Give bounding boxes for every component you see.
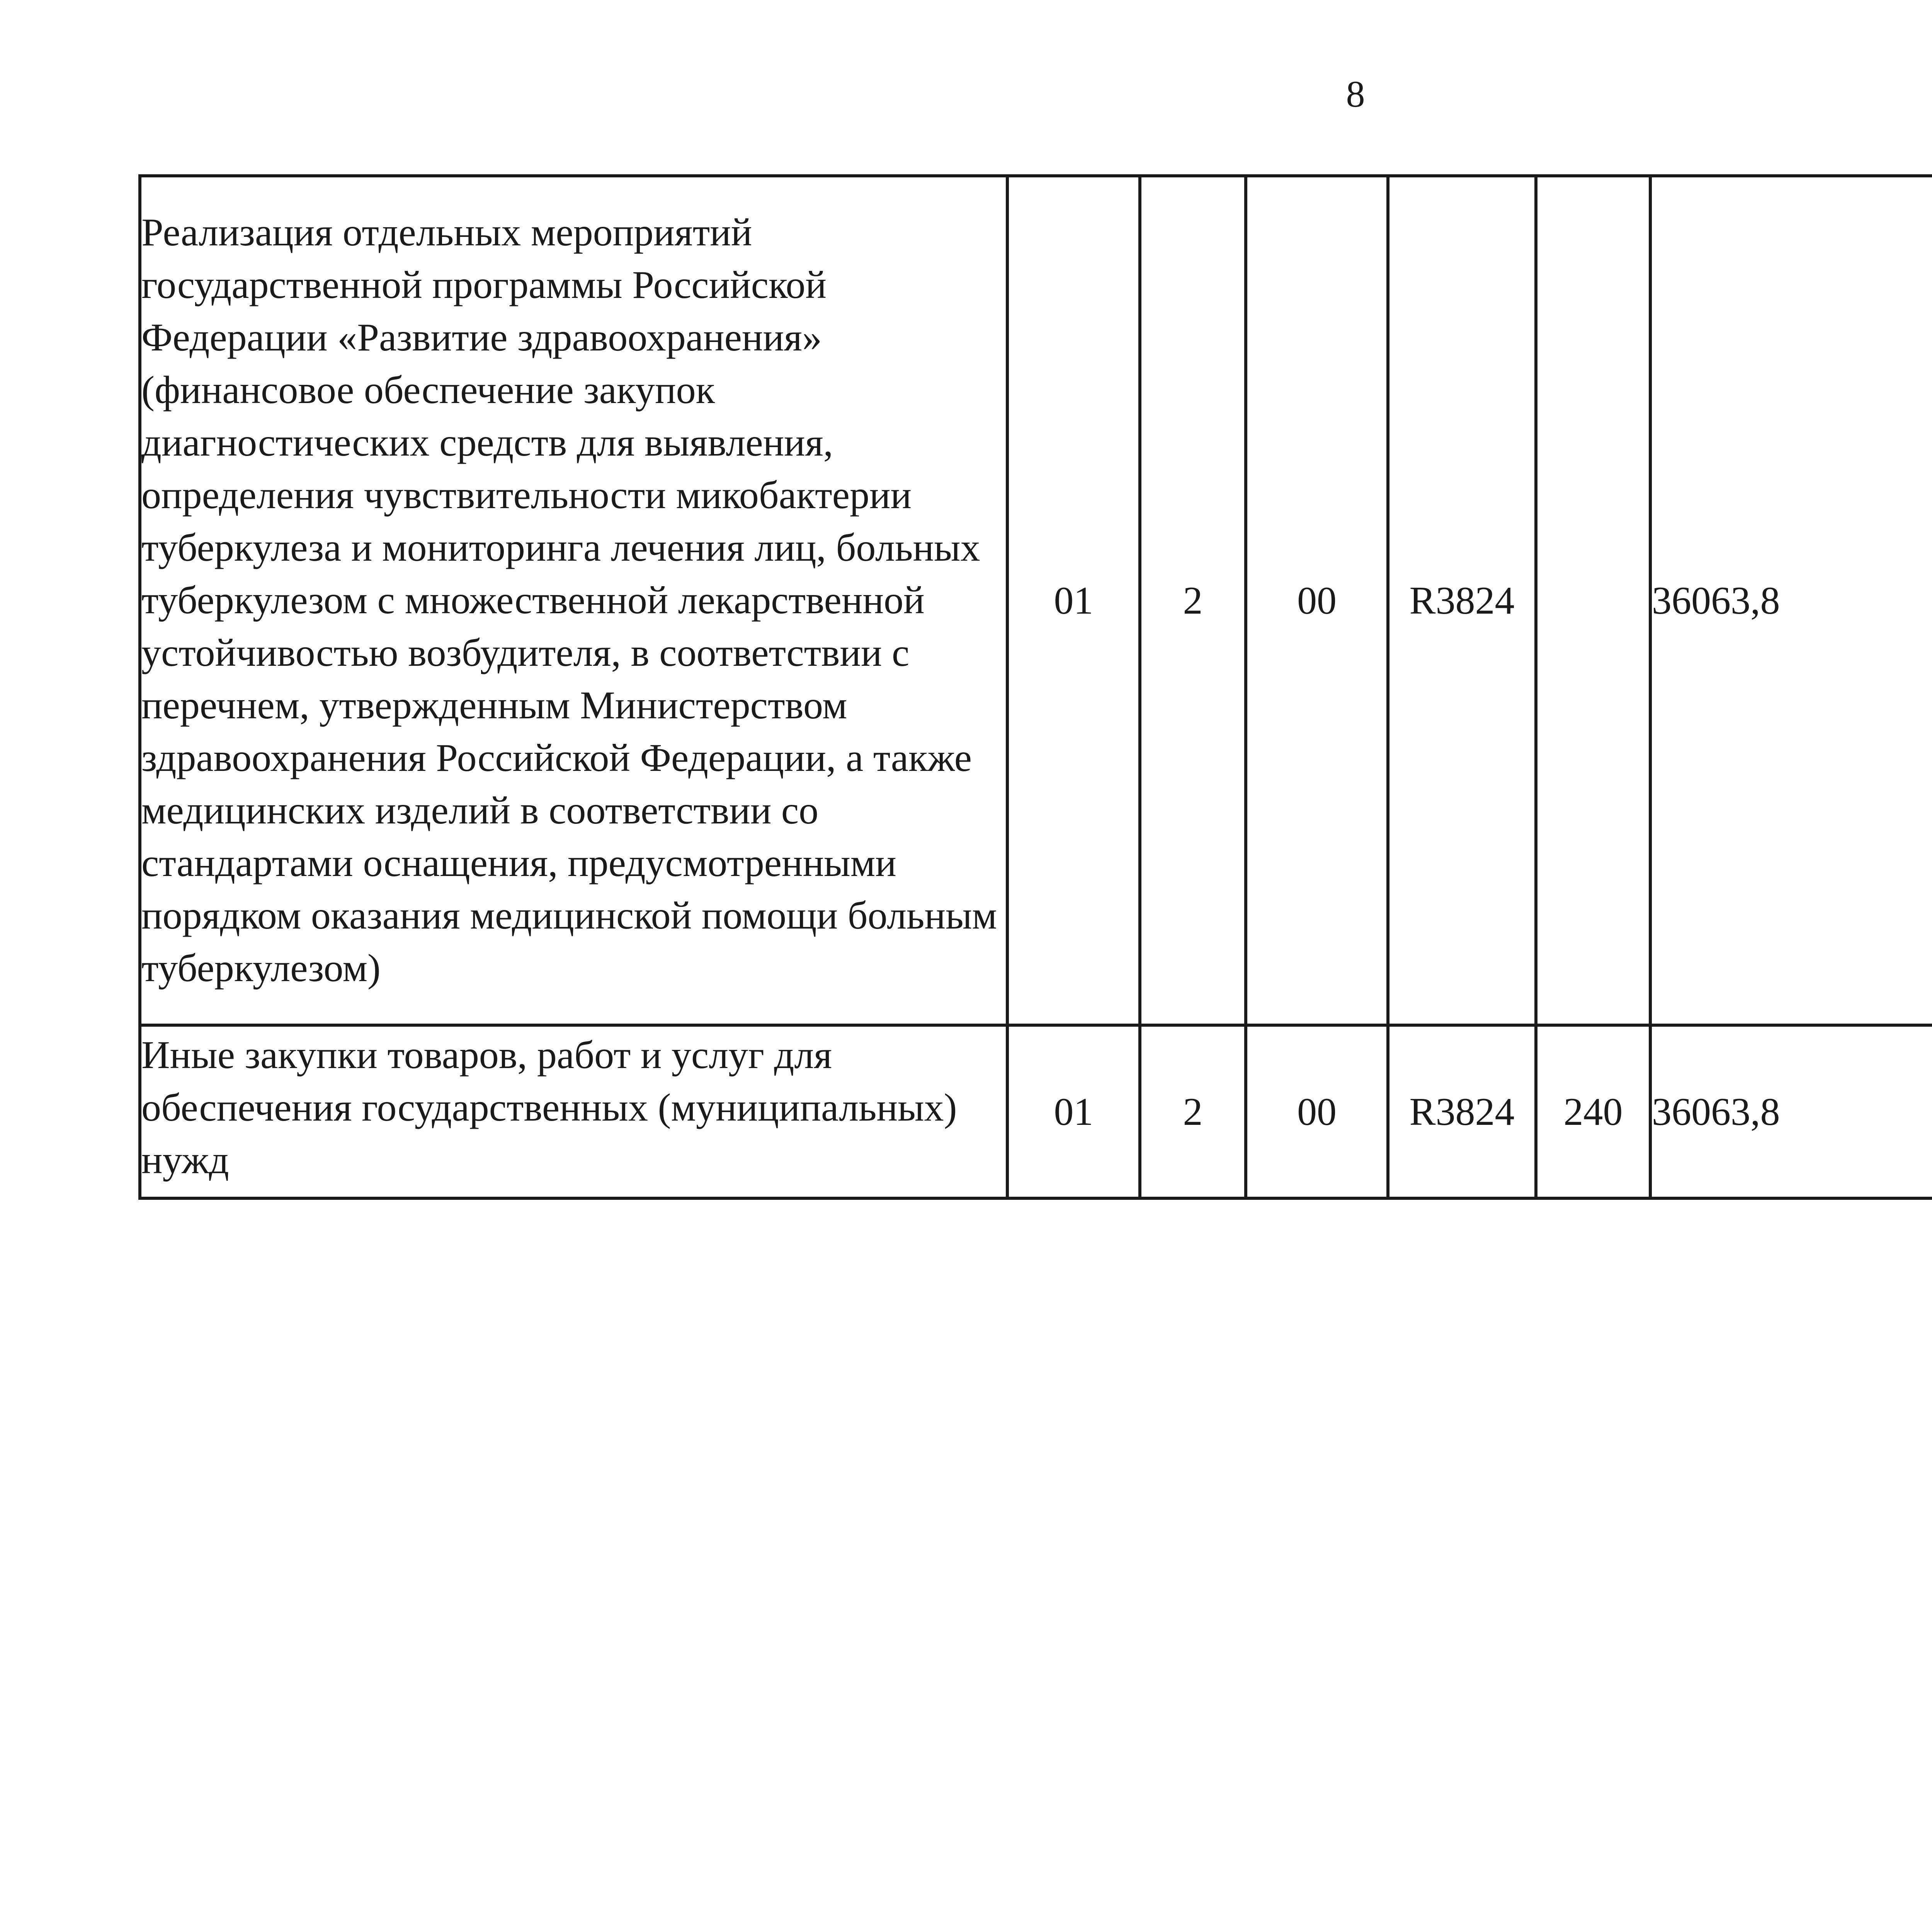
code-cell: 01 — [1007, 1025, 1140, 1198]
budget-table — [138, 174, 1932, 1200]
code-cell: 01 — [1007, 176, 1140, 1025]
amount-cell: 36063,8 — [1650, 176, 1932, 1025]
code-cell: 00 — [1246, 176, 1388, 1025]
code-cell — [1536, 176, 1650, 1025]
code-cell: R3824 — [1388, 1025, 1536, 1198]
code-cell: 00 — [1246, 1025, 1388, 1198]
row-description: Реализация отдельных мероприятий государственной программы Российской Федерации «Развитие здравоохранения» (финансовое обеспечение закупок диагностических средств для выявления, определения чувствительности микобактерии туберкулеза и мониторинга лечения лиц, больных туберкулезом с множественной лекарственной устойчивостью возбудителя, в соответствии с перечнем, утвержденным Министерством здравоохранения Российской Федерации, а также медицинских изделий в соответствии со стандартами оснащения, предусмотренными порядком оказания медицинской помощи больным туберкулезом) — [140, 176, 1007, 1025]
row-description: Иные закупки товаров, работ и услуг для обеспечения государственных (муниципальных) нужд — [140, 1025, 1007, 1198]
code-cell: R3824 — [1388, 176, 1536, 1025]
code-cell: 2 — [1140, 1025, 1246, 1198]
table-row — [140, 1025, 1932, 1198]
page-number: 8 — [1346, 73, 1365, 115]
amount-cell: 36063,8 — [1650, 1025, 1932, 1198]
code-cell: 2 — [1140, 176, 1246, 1025]
table-row — [140, 176, 1932, 1025]
code-cell: 240 — [1536, 1025, 1650, 1198]
